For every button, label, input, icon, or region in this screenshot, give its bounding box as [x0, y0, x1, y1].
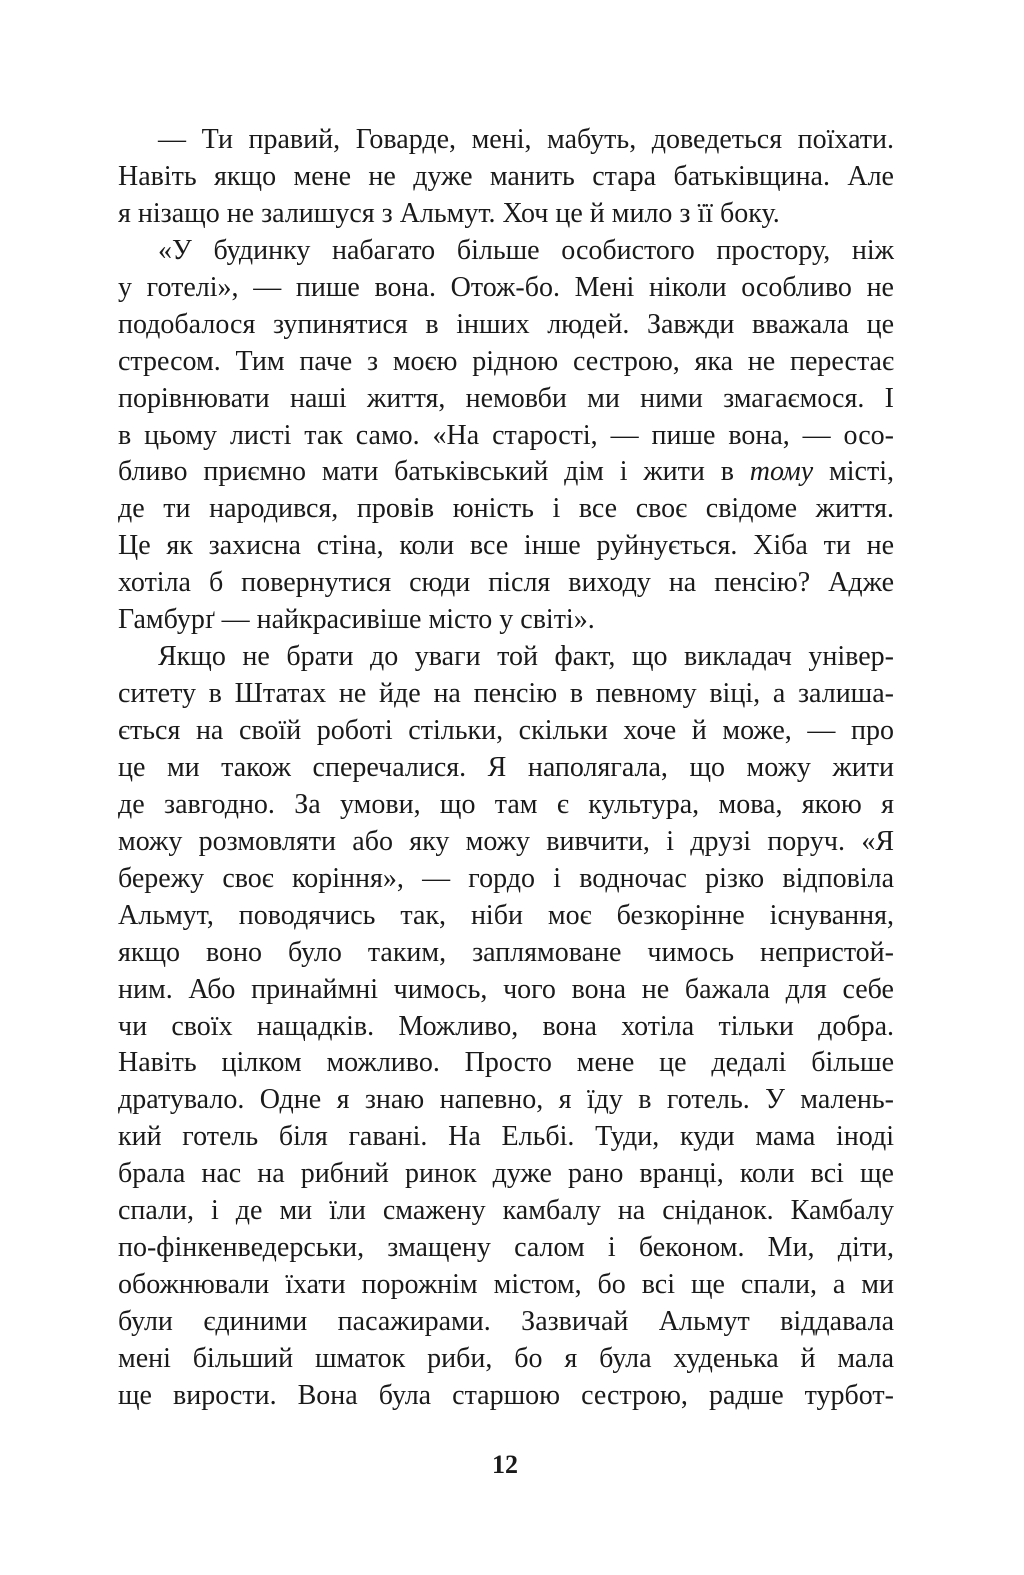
text-line: Гамбурґ — найкрасивіше місто у світі».	[118, 604, 595, 636]
text-line: по-фінкенведерськи, змащену салом і беконом. Ми, діти,	[118, 1232, 894, 1264]
text-line: дратувало. Одне я знаю напевно, я їду в готель. У малень-	[118, 1084, 894, 1116]
text-line: де ти народився, провів юність і все своє свідоме життя.	[118, 493, 894, 525]
paragraph	[118, 122, 894, 233]
text-line: Альмут, поводячись так, ніби моє безкорінне існування,	[118, 899, 894, 931]
text-line: спали, і де ми їли смажену камбалу на сніданок. Камбалу	[118, 1195, 894, 1227]
paragraph	[118, 639, 894, 1415]
text-line: Навіть якщо мене не дуже манить стара батьківщина. Але	[118, 160, 894, 192]
text-line: «У будинку набагато більше особистого простору, ніж	[158, 234, 894, 266]
text-line: Навіть цілком можливо. Просто мене це дедалі більше	[118, 1047, 894, 1079]
text-line: чи своїх нащадків. Можливо, вона хотіла тільки добра.	[118, 1010, 894, 1042]
text-line: якщо воно було таким, заплямоване чимось непристой-	[118, 936, 894, 968]
text-line: стресом. Тим паче з моєю рідною сестрою, яка не перестає	[118, 345, 894, 377]
text-line: подобалося зупинятися в інших людей. Завжди вважала це	[118, 308, 894, 340]
text-line: мені більший шматок риби, бо я була худенька й мала	[118, 1342, 894, 1374]
text-line: бливо приємно мати батьківський дім і жити в тому місті,	[118, 456, 894, 488]
text-line: я нізащо не залишуся з Альмут. Хоч це й мило з її боку.	[118, 197, 780, 229]
text-line: можу розмовляти або яку можу вивчити, і друзі поруч. «Я	[118, 825, 894, 857]
text-line: у готелі», — пише вона. Отож-бо. Мені ніколи особливо не	[118, 271, 894, 303]
text-line: в цьому листі так само. «На старості, — пише вона, — осо-	[118, 419, 894, 451]
text-line: це ми також сперечалися. Я наполягала, що можу жити	[118, 751, 894, 783]
text-line: брала нас на рибний ринок дуже рано вранці, коли всі ще	[118, 1158, 894, 1190]
text-line: бережу своє коріння», — гордо і водночас різко відповіла	[118, 862, 894, 894]
paragraph	[118, 233, 894, 639]
text-line: Це як захисна стіна, коли все інше руйнується. Хіба ти не	[118, 530, 894, 562]
text-line: хотіла б повернутися сюди після виходу на пенсію? Адже	[118, 567, 894, 599]
text-line: ним. Або принаймні чимось, чого вона не бажала для себе	[118, 973, 894, 1005]
text-line: були єдиними пасажирами. Зазвичай Альмут віддавала	[118, 1306, 894, 1337]
text-line: ще вирости. Вона була старшою сестрою, радше турбот-	[118, 1379, 894, 1411]
text-line: порівнювати наші життя, немовби ми ними змагаємося. І	[118, 382, 894, 414]
page-number: 12	[492, 1450, 518, 1479]
text-line: Якщо не брати до уваги той факт, що викладач універ-	[158, 641, 894, 673]
text-line: де завгодно. За умови, що там є культура, мова, якою я	[118, 788, 894, 820]
text-line: — Ти правий, Говарде, мені, мабуть, доведеться поїхати.	[158, 124, 894, 155]
body-text	[118, 122, 894, 1415]
text-line: ситету в Штатах не йде на пенсію в певному віці, а залиша-	[118, 678, 894, 710]
text-line: кий готель біля гавані. На Ельбі. Туди, куди мама іноді	[118, 1121, 894, 1153]
italic-emphasis: тому	[749, 456, 814, 488]
text-line: обожнювали їхати порожнім містом, бо всі ще спали, а ми	[118, 1269, 894, 1301]
text-line: ється на своїй роботі стільки, скільки хоче й може, — про	[118, 715, 894, 746]
